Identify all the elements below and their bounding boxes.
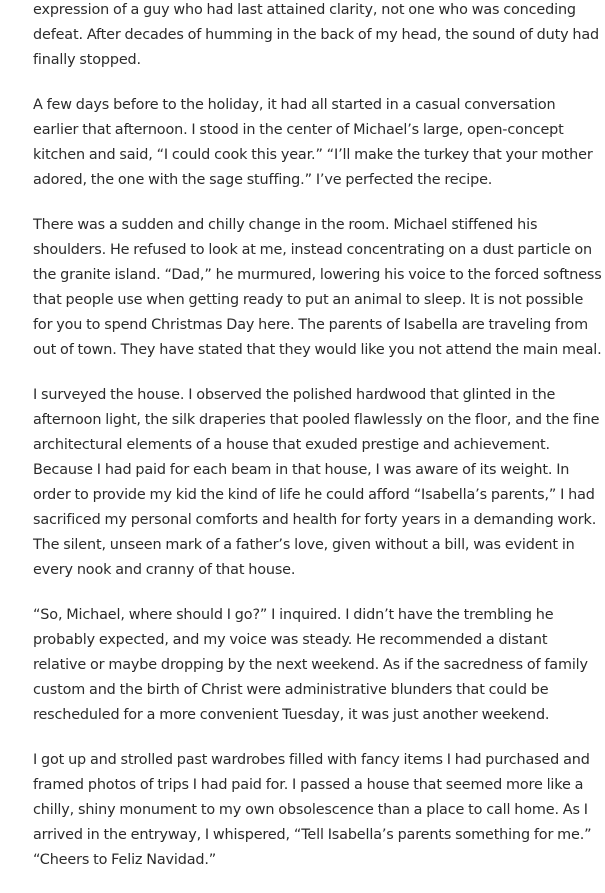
- text-line: “Cheers to Feliz Navidad.”: [33, 851, 217, 868]
- paragraph: [33, 748, 592, 873]
- text-line: order to provide my kid the kind of life he could afford “Isabella’s parents,” I had: [33, 486, 595, 503]
- text-line: I surveyed the house. I observed the polished hardwood that glinted in the: [33, 387, 556, 404]
- text-line: Because I had paid for each beam in that house, I was aware of its weight. In: [33, 462, 570, 478]
- text-line: custom and the birth of Christ were administrative blunders that could be: [33, 681, 549, 698]
- text-line: kitchen and said, “I could cook this year.” “I’ll make the turkey that your mother: [33, 147, 593, 164]
- text-line: A few days before to the holiday, it had all started in a casual conversation: [33, 97, 556, 114]
- text-line: There was a sudden and chilly change in the room. Michael stiffened his: [33, 217, 538, 234]
- text-line: probably expected, and my voice was steady. He recommended a distant: [33, 631, 548, 648]
- text-line: defeat. After decades of humming in the back of my head, the sound of duty had: [33, 26, 600, 43]
- paragraph: [33, 213, 602, 362]
- text-line: for you to spend Christmas Day here. The parents of Isabella are traveling from: [33, 316, 588, 333]
- text-line: adored, the one with the sage stuffing.” I’ve perfected the recipe.: [33, 171, 493, 188]
- text-line: chilly, shiny monument to my own obsolescence than a place to call home. As I: [33, 801, 588, 818]
- text-line: the granite island. “Dad,” he murmured, lowering his voice to the forced softness: [33, 267, 602, 284]
- text-line: relative or maybe dropping by the next weekend. As if the sacredness of family: [33, 656, 588, 673]
- text-line: out of town. They have stated that they would like you not attend the main meal.: [33, 341, 602, 358]
- article-body: [33, 0, 602, 893]
- text-line: rescheduled for a more convenient Tuesday, it was just another weekend.: [33, 706, 550, 723]
- text-line: expression of a guy who had last attained clarity, not one who was conceding: [33, 2, 576, 18]
- paragraph: [33, 383, 600, 582]
- text-line: shoulders. He refused to look at me, instead concentrating on a dust particle on: [33, 242, 592, 259]
- text-line: I got up and strolled past wardrobes filled with fancy items I had purchased and: [33, 752, 590, 769]
- text-line: framed photos of trips I had paid for. I passed a house that seemed more like a: [33, 776, 584, 793]
- paragraph: [33, 603, 588, 728]
- text-line: “So, Michael, where should I go?” I inquired. I didn’t have the trembling he: [33, 607, 554, 624]
- text-line: earlier that afternoon. I stood in the center of Michael’s large, open-concept: [33, 122, 564, 139]
- text-line: every nook and cranny of that house.: [33, 561, 296, 578]
- text-line: The silent, unseen mark of a father’s love, given without a bill, was evident in: [33, 536, 575, 553]
- text-line: architectural elements of a house that exuded prestige and achievement.: [33, 437, 550, 454]
- paragraph: [33, 93, 593, 193]
- text-line: afternoon light, the silk draperies that pooled flawlessly on the floor, and the fine: [33, 412, 600, 429]
- text-line: finally stopped.: [33, 51, 141, 68]
- text-line: sacrificed my personal comforts and health for forty years in a demanding work.: [33, 511, 597, 528]
- paragraph: [33, 0, 600, 73]
- text-line: that people use when getting ready to put an animal to sleep. It is not possible: [33, 292, 584, 309]
- text-line: arrived in the entryway, I whispered, “Tell Isabella’s parents something for me.”: [33, 826, 592, 843]
